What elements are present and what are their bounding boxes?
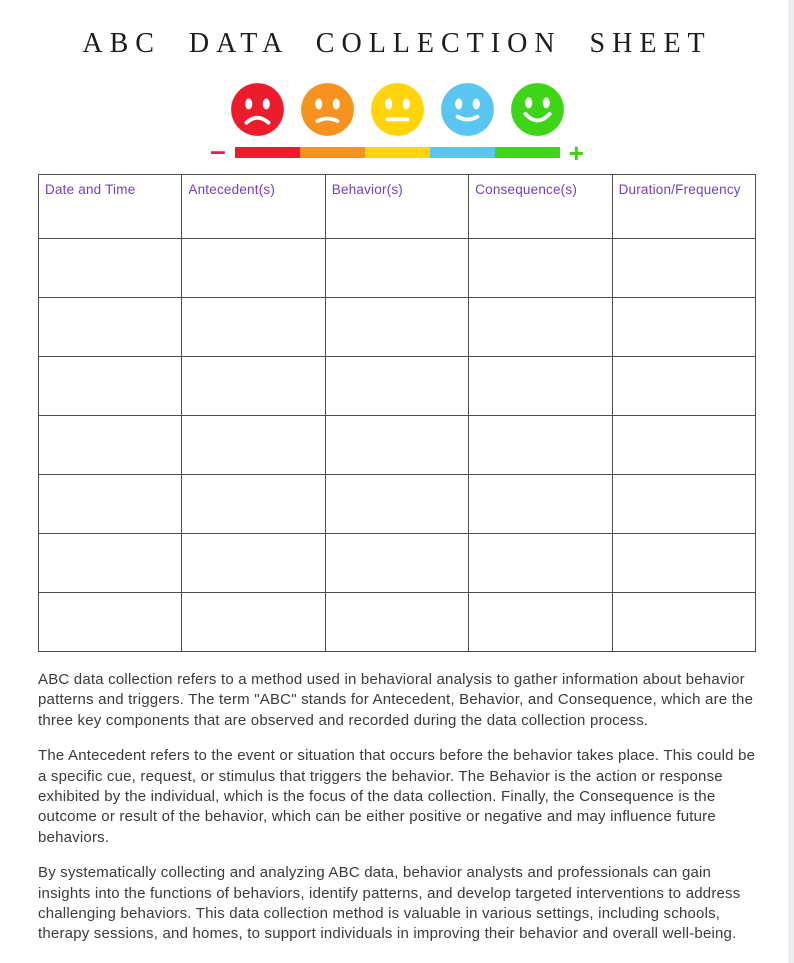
table-cell (325, 357, 468, 416)
table-row (39, 416, 756, 475)
table-cell (325, 475, 468, 534)
minus-sign: – (210, 134, 226, 166)
page-title: ABC DATA COLLECTION SHEET (82, 28, 712, 59)
table-cell (469, 534, 612, 593)
table-row (39, 593, 756, 652)
table-cell (325, 593, 468, 652)
table-cell (612, 475, 755, 534)
mood-faces-row (0, 82, 794, 137)
table-cell (182, 534, 325, 593)
table-cell (325, 239, 468, 298)
table-cell (39, 416, 182, 475)
table-cell (182, 239, 325, 298)
paragraph-components: The Antecedent refers to the event or situation that occurs before the behavior takes place. This could be a specific cue, request, or stimulus that triggers the behavior. The Behavior is the action or response exhibited by the individual, which is the focus of the data collection. Finally, the Consequence is the outcome or result of the behavior, which can be either positive or negative and may influence future behaviors. (38, 747, 756, 846)
table-cell (469, 298, 612, 357)
table-cell (325, 416, 468, 475)
col-header-antecedents: Antecedent(s) (182, 175, 325, 239)
table-cell (469, 239, 612, 298)
paragraph-abc-definition: ABC data collection refers to a method used in behavioral analysis to gather information about behavior patterns and triggers. The term "ABC" stands for Antecedent, Behavior, and Consequence, which are the three key components that are observed and recorded during the data collection process. (38, 671, 754, 729)
table-cell (39, 593, 182, 652)
table-row (39, 534, 756, 593)
col-header-consequences: Consequence(s) (469, 175, 612, 239)
table-cell (469, 416, 612, 475)
table-cell (325, 534, 468, 593)
table-row (39, 475, 756, 534)
neutral-face-icon (370, 82, 425, 137)
table-header-row (39, 175, 756, 239)
table-body (39, 239, 756, 652)
mood-scale (0, 134, 794, 168)
table-cell (39, 239, 182, 298)
sad-face-icon (300, 82, 355, 137)
col-header-date-and-time: Date and Time (39, 175, 182, 239)
table-cell (39, 534, 182, 593)
description-text (38, 670, 758, 945)
table-cell (612, 357, 755, 416)
table-cell (612, 593, 755, 652)
col-header-behaviors: Behavior(s) (325, 175, 468, 239)
table-row (39, 357, 756, 416)
table-cell (182, 416, 325, 475)
very-happy-face-icon (510, 82, 565, 137)
gradient-bar-icon (235, 147, 560, 158)
table-cell (182, 593, 325, 652)
page-edge (788, 0, 794, 963)
table-cell (612, 298, 755, 357)
table-cell (612, 239, 755, 298)
plus-sign: + (568, 137, 584, 168)
paragraph-benefits: By systematically collecting and analyzing ABC data, behavior analysts and professionals can gain insights into the functions of behaviors, identify patterns, and develop targeted interventions to address challenging behaviors. This data collection method is valuable in various settings, including schools, therapy sessions, and homes, to support individuals in improving their behavior and overall well-being. (38, 864, 741, 943)
table-cell (612, 534, 755, 593)
table-cell (469, 357, 612, 416)
table-cell (39, 298, 182, 357)
happy-face-icon (440, 82, 495, 137)
table-cell (182, 298, 325, 357)
table-cell (182, 357, 325, 416)
table-cell (469, 593, 612, 652)
table-cell (612, 416, 755, 475)
col-header-duration-frequency: Duration/Frequency (612, 175, 755, 239)
table-row (39, 298, 756, 357)
very-sad-face-icon (230, 82, 285, 137)
abc-data-table (38, 174, 756, 652)
table-cell (39, 475, 182, 534)
table-cell (469, 475, 612, 534)
table-cell (325, 298, 468, 357)
table-cell (182, 475, 325, 534)
table-cell (39, 357, 182, 416)
table-row (39, 239, 756, 298)
